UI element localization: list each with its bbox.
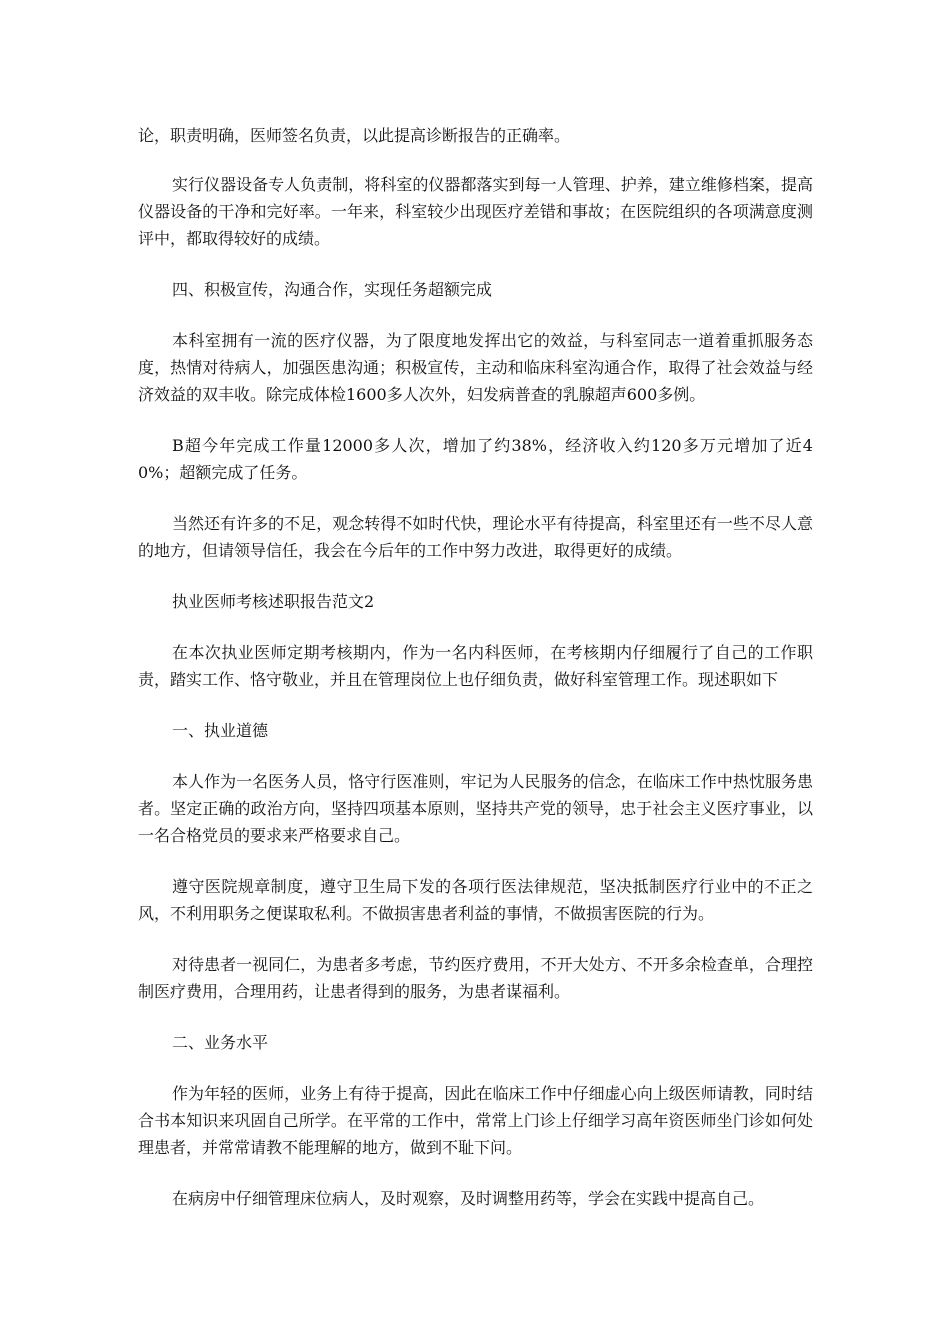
paragraph-workload: B超今年完成工作量12000多人次，增加了约38%，经济收入约120多万元增加了近40%；超额完成了任务。 [138, 436, 813, 482]
paragraph-continuation: 论，职责明确，医师签名负责，以此提高诊断报告的正确率。 [138, 126, 571, 145]
paragraph-equipment-management: 实行仪器设备专人负责制，将科室的仪器都落实到每一人管理、护养，建立维修档案，提高仪器设备的干净和完好率。一年来，科室较少出现医疗差错和事故；在医院组织的各项满意度测评中，都取得较好的成绩。 [138, 175, 813, 248]
paragraph-shortcomings: 当然还有许多的不足，观念转得不如时代快，理论水平有待提高，科室里还有一些不尽人意的地方，但请领导信任，我会在今后年的工作中努力改进，取得更好的成绩。 [138, 514, 813, 560]
section-heading-2: 二、业务水平 [172, 1033, 269, 1052]
section-heading-4: 四、积极宣传，沟通合作，实现任务超额完成 [172, 280, 493, 299]
paragraph-patients: 对待患者一视同仁，为患者多考虑，节约医疗费用，不开大处方、不开多余检查单，合理控制医疗费用，合理用药，让患者得到的服务，为患者谋福利。 [138, 955, 813, 1001]
document-page [138, 122, 813, 1236]
paragraph-regulations: 遵守医院规章制度，遵守卫生局下发的各项行医法律规范，坚决抵制医疗行业中的不正之风，不利用职务之便谋取私利。不做损害患者利益的事情，不做损害医院的行为。 [138, 877, 813, 923]
paragraph-professional-level: 作为年轻的医师，业务上有待于提高，因此在临床工作中仔细虚心向上级医师请教，同时结合书本知识来巩固自己所学。在平常的工作中，常常上门诊上仔细学习高年资医师坐门诊如何处理患者，并常常请教不能理解的地方，做到不耻下问。 [138, 1084, 813, 1157]
document-subtitle: 执业医师考核述职报告范文2 [172, 592, 375, 611]
section-heading-1: 一、执业道德 [172, 721, 269, 740]
paragraph-publicity: 本科室拥有一流的医疗仪器，为了限度地发挥出它的效益，与科室同志一道着重抓服务态度，热情对待病人，加强医患沟通；积极宣传，主动和临床科室沟通合作，取得了社会效益与经济效益的双丰收。除完成体检1600多人次外，妇发病普查的乳腺超声600多例。 [138, 331, 813, 404]
paragraph-ward: 在病房中仔细管理床位病人，及时观察，及时调整用药等，学会在实践中提高自己。 [172, 1189, 765, 1208]
paragraph-intro: 在本次执业医师定期考核期内，作为一名内科医师，在考核期内仔细履行了自己的工作职责，踏实工作、恪守敬业，并且在管理岗位上也仔细负责，做好科室管理工作。现述职如下 [138, 643, 813, 689]
paragraph-ethics: 本人作为一名医务人员，恪守行医准则，牢记为人民服务的信念，在临床工作中热忱服务患者。坚定正确的政治方向，坚持四项基本原则，坚持共产党的领导，忠于社会主义医疗事业，以一名合格党员的要求来严格要求自己。 [138, 772, 813, 845]
